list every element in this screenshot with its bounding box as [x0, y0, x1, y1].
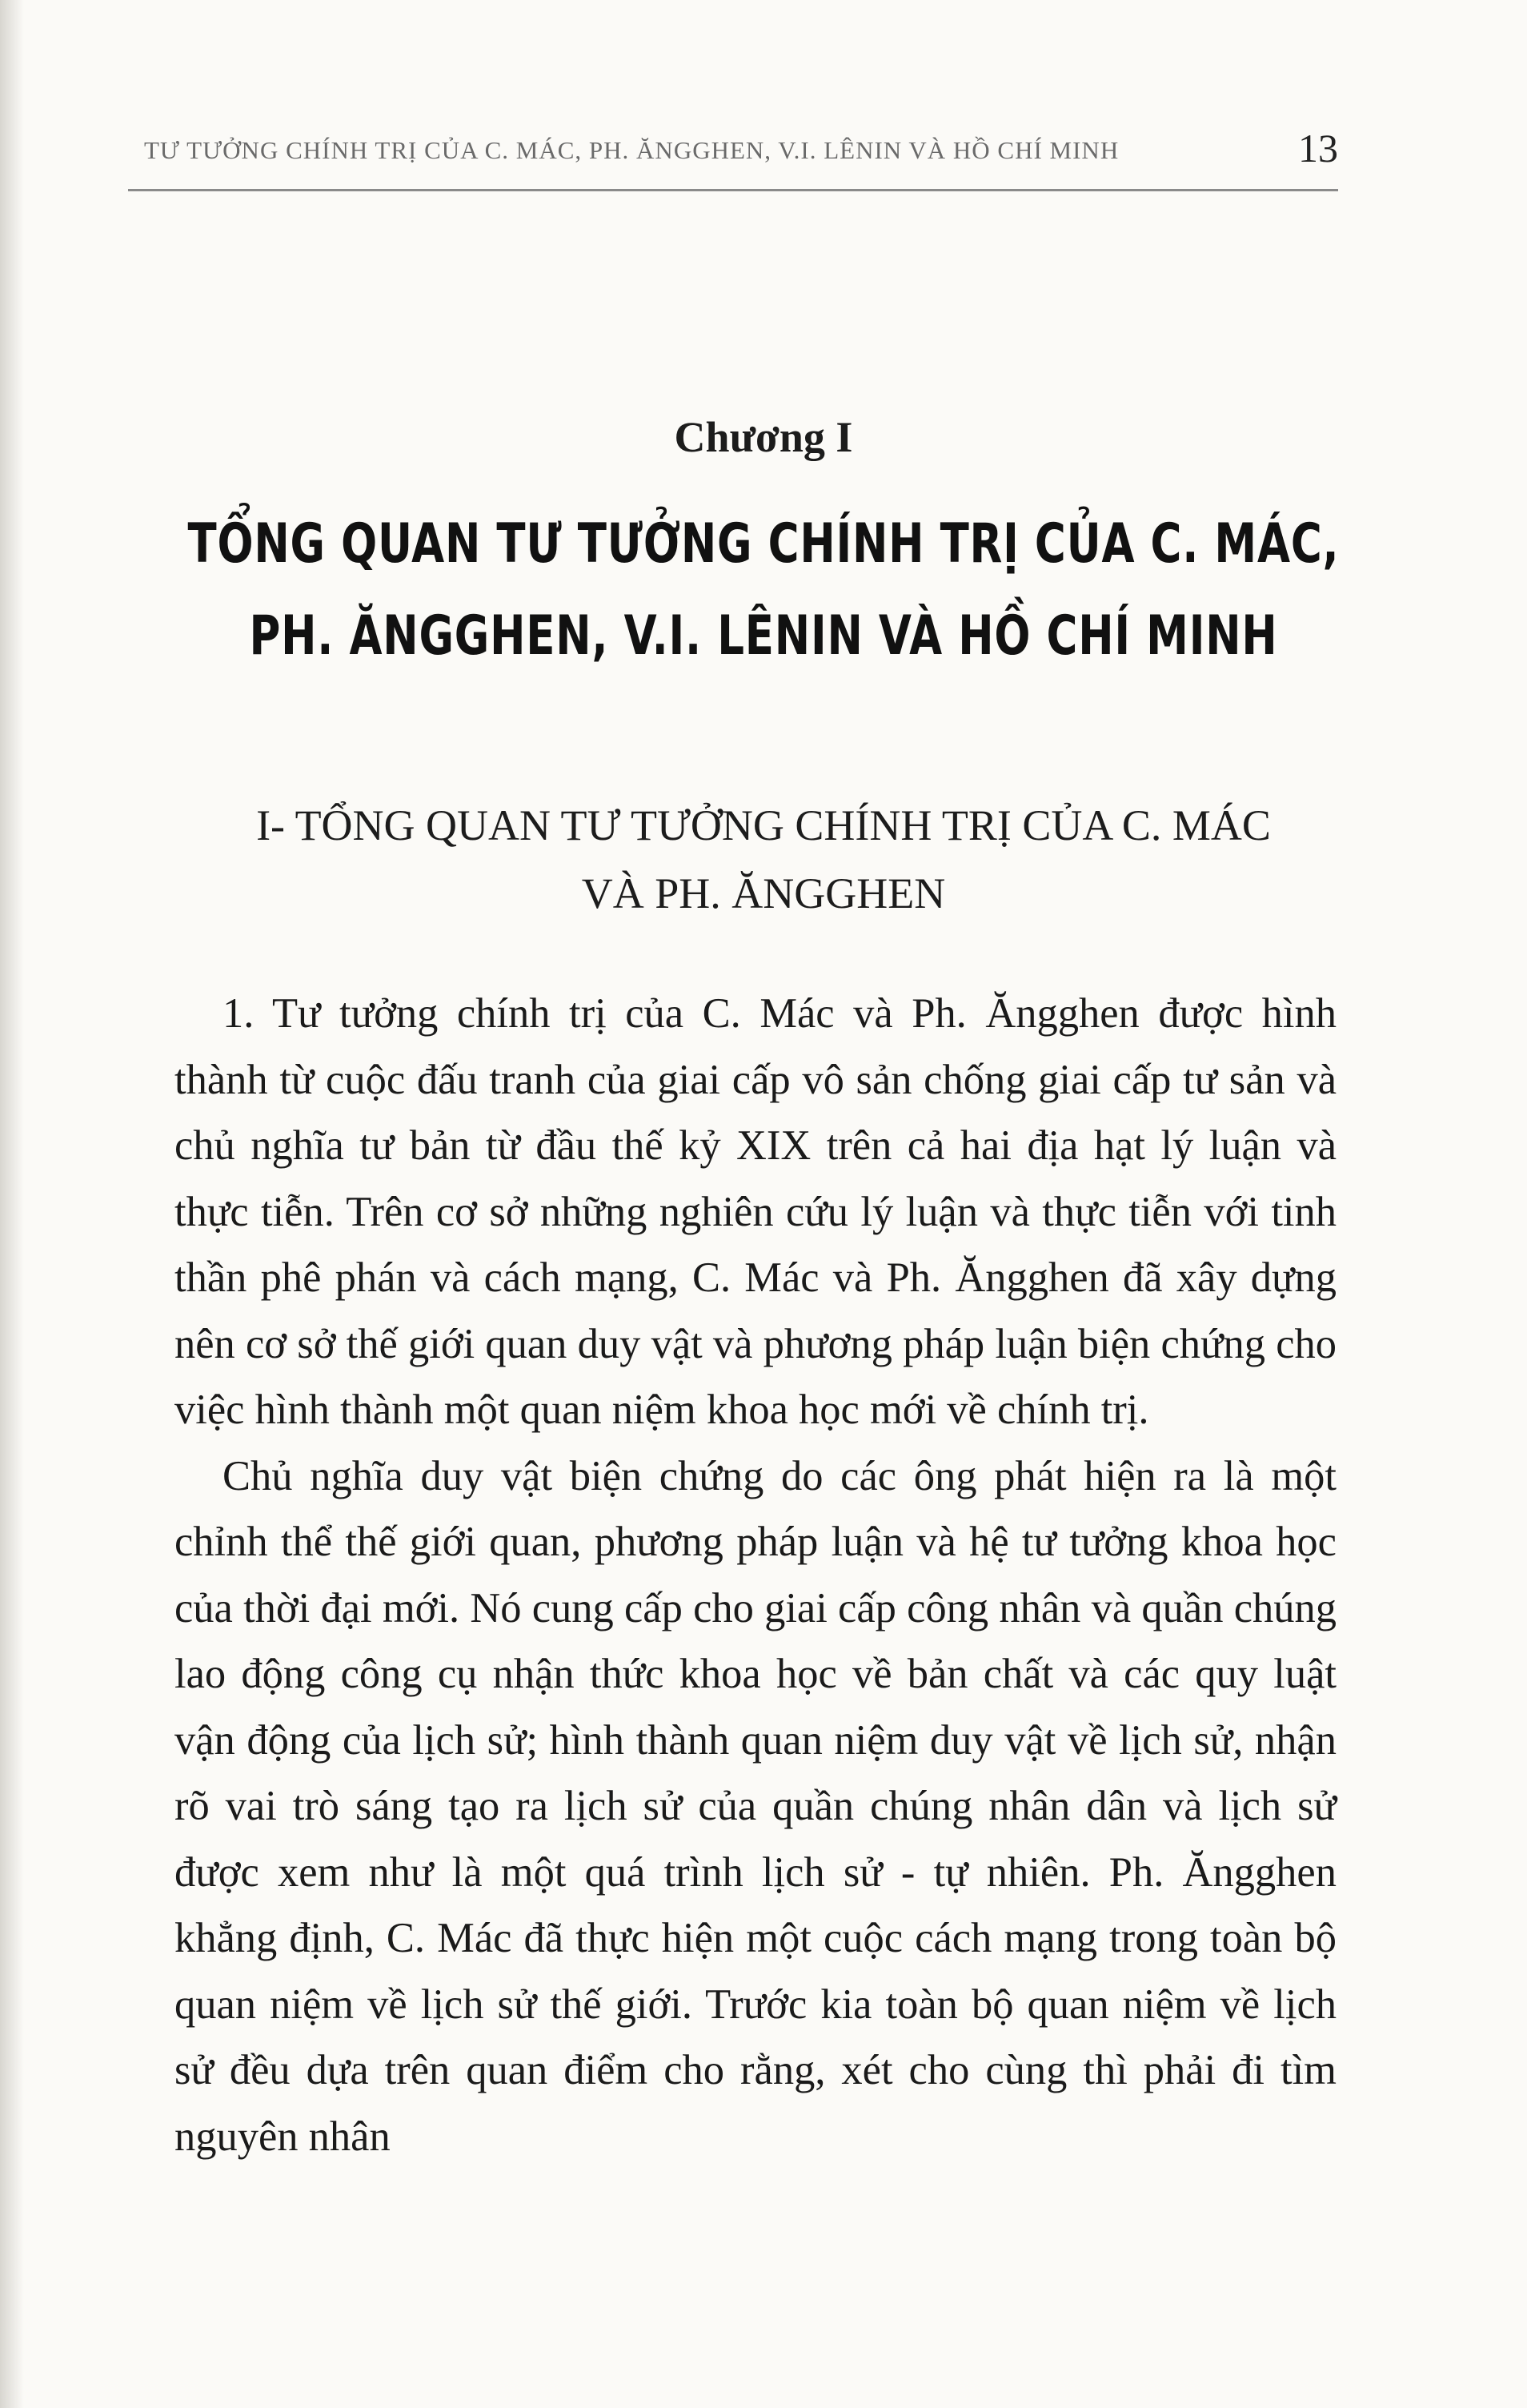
- chapter-label: Chương I: [674, 413, 853, 461]
- section-title-line-1: I- TỔNG QUAN TƯ TƯỞNG CHÍNH TRỊ CỦA C. MÁC: [256, 801, 1271, 849]
- body-text: [174, 981, 1337, 2169]
- chapter-title-line-1: TỔNG QUAN TƯ TƯỞNG CHÍNH TRỊ CỦA C. MÁC,: [187, 512, 1340, 576]
- page-gutter-shadow: [0, 0, 24, 2408]
- paragraph: Chủ nghĩa duy vật biện chứng do các ông phát hiện ra là một chỉnh thể thế giới quan, phương pháp luận và hệ tư tưởng khoa học của thời đại mới. Nó cung cấp cho giai cấp công nhân và quần chúng lao động công cụ nhận thức khoa học về bản chất và các quy luật vận động của lịch sử; hình thành quan niệm duy vật về lịch sử, nhận rõ vai trò sáng tạo ra lịch sử của quần chúng nhân dân và lịch sử được xem như là một quá trình lịch sử - tự nhiên. Ph. Ăngghen khẳng định, C. Mác đã thực hiện một cuộc cách mạng trong toàn bộ quan niệm về lịch sử thế giới. Trước kia toàn bộ quan niệm về lịch sử đều dựa trên quan điểm cho rằng, xét cho cùng thì phải đi tìm nguyên nhân: [174, 1452, 1337, 2160]
- section-title-line-2: VÀ PH. ĂNGGHEN: [581, 869, 946, 917]
- page-header: [128, 112, 1338, 184]
- running-title: TƯ TƯỞNG CHÍNH TRỊ CỦA C. MÁC, PH. ĂNGGHEN, V.I. LÊNIN VÀ HỒ CHÍ MINH: [144, 136, 1120, 164]
- header-rule: [128, 189, 1338, 191]
- chapter-title-line-2: PH. ĂNGGHEN, V.I. LÊNIN VÀ HỒ CHÍ MINH: [249, 604, 1278, 668]
- page-number: 13: [1298, 126, 1338, 171]
- paragraph: 1. Tư tưởng chính trị của C. Mác và Ph. Ăngghen được hình thành từ cuộc đấu tranh của giai cấp vô sản chống giai cấp tư sản và chủ nghĩa tư bản từ đầu thế kỷ XIX trên cả hai địa hạt lý luận và thực tiễn. Trên cơ sở những nghiên cứu lý luận và thực tiễn với tinh thần phê phán và cách mạng, C. Mác và Ph. Ăngghen đã xây dựng nên cơ sở thế giới quan duy vật và phương pháp luận biện chứng cho việc hình thành một quan niệm khoa học mới về chính trị.: [174, 990, 1337, 1433]
